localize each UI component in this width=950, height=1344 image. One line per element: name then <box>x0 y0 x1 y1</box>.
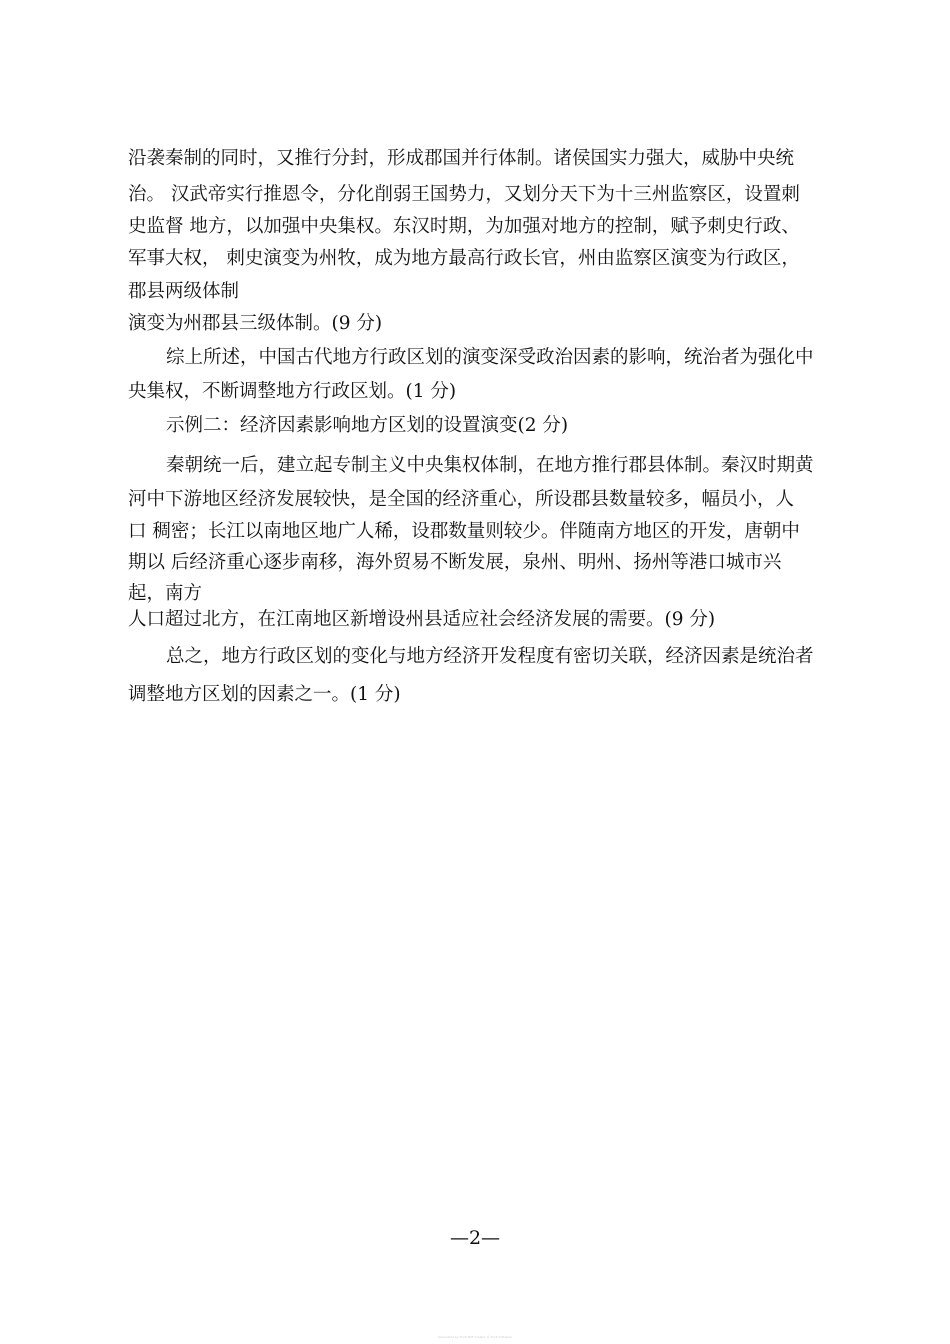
footer-watermark: Generated by Foxit PDF Creator © Foxit Software <box>438 1335 512 1339</box>
text-line: 起，南方 <box>128 583 203 604</box>
text-line: 郡县两级体制 <box>128 281 240 302</box>
text-line: 期以 后经济重心逐步南移，海外贸易不断发展，泉州、明州、扬州等港口城市兴 <box>128 552 782 573</box>
example-heading: 示例二：经济因素影响地方区划的设置演变(2 分) <box>166 415 569 436</box>
text-line: 央集权，不断调整地方行政区划。(1 分) <box>128 381 457 402</box>
page-number: —2— <box>449 1227 501 1249</box>
text-line: 调整地方区划的因素之一。(1 分) <box>128 684 401 705</box>
paragraph-line: 总之，地方行政区划的变化与地方经济开发程度有密切关联，经济因素是统治者 <box>166 646 814 667</box>
text-line: 口 稠密；长江以南地区地广人稀，设郡数量则较少。伴随南方地区的开发，唐朝中 <box>128 521 800 542</box>
text-line: 沿袭秦制的同时，又推行分封，形成郡国并行体制。诸侯国实力强大，威胁中央统 <box>128 148 795 169</box>
text-line: 河中下游地区经济发展较快，是全国的经济重心，所设郡县数量较多，幅员小，人 <box>128 489 795 510</box>
text-line: 演变为州郡县三级体制。(9 分) <box>128 313 383 334</box>
text-line: 军事大权， 刺史演变为州牧，成为地方最高行政长官，州由监察区演变为行政区， <box>128 248 800 269</box>
text-line: 治。 汉武帝实行推恩令，分化削弱王国势力，又划分天下为十三州监察区，设置刺 <box>128 184 800 205</box>
paragraph-line: 秦朝统一后，建立起专制主义中央集权体制，在地方推行郡县体制。秦汉时期黄 <box>166 455 814 476</box>
paragraph-line: 综上所述，中国古代地方行政区划的演变深受政治因素的影响，统治者为强化中 <box>166 347 814 368</box>
text-line: 人口超过北方，在江南地区新增设州县适应社会经济发展的需要。(9 分) <box>128 609 716 630</box>
text-line: 史监督 地方，以加强中央集权。东汉时期，为加强对地方的控制，赋予刺史行政、 <box>128 216 800 237</box>
